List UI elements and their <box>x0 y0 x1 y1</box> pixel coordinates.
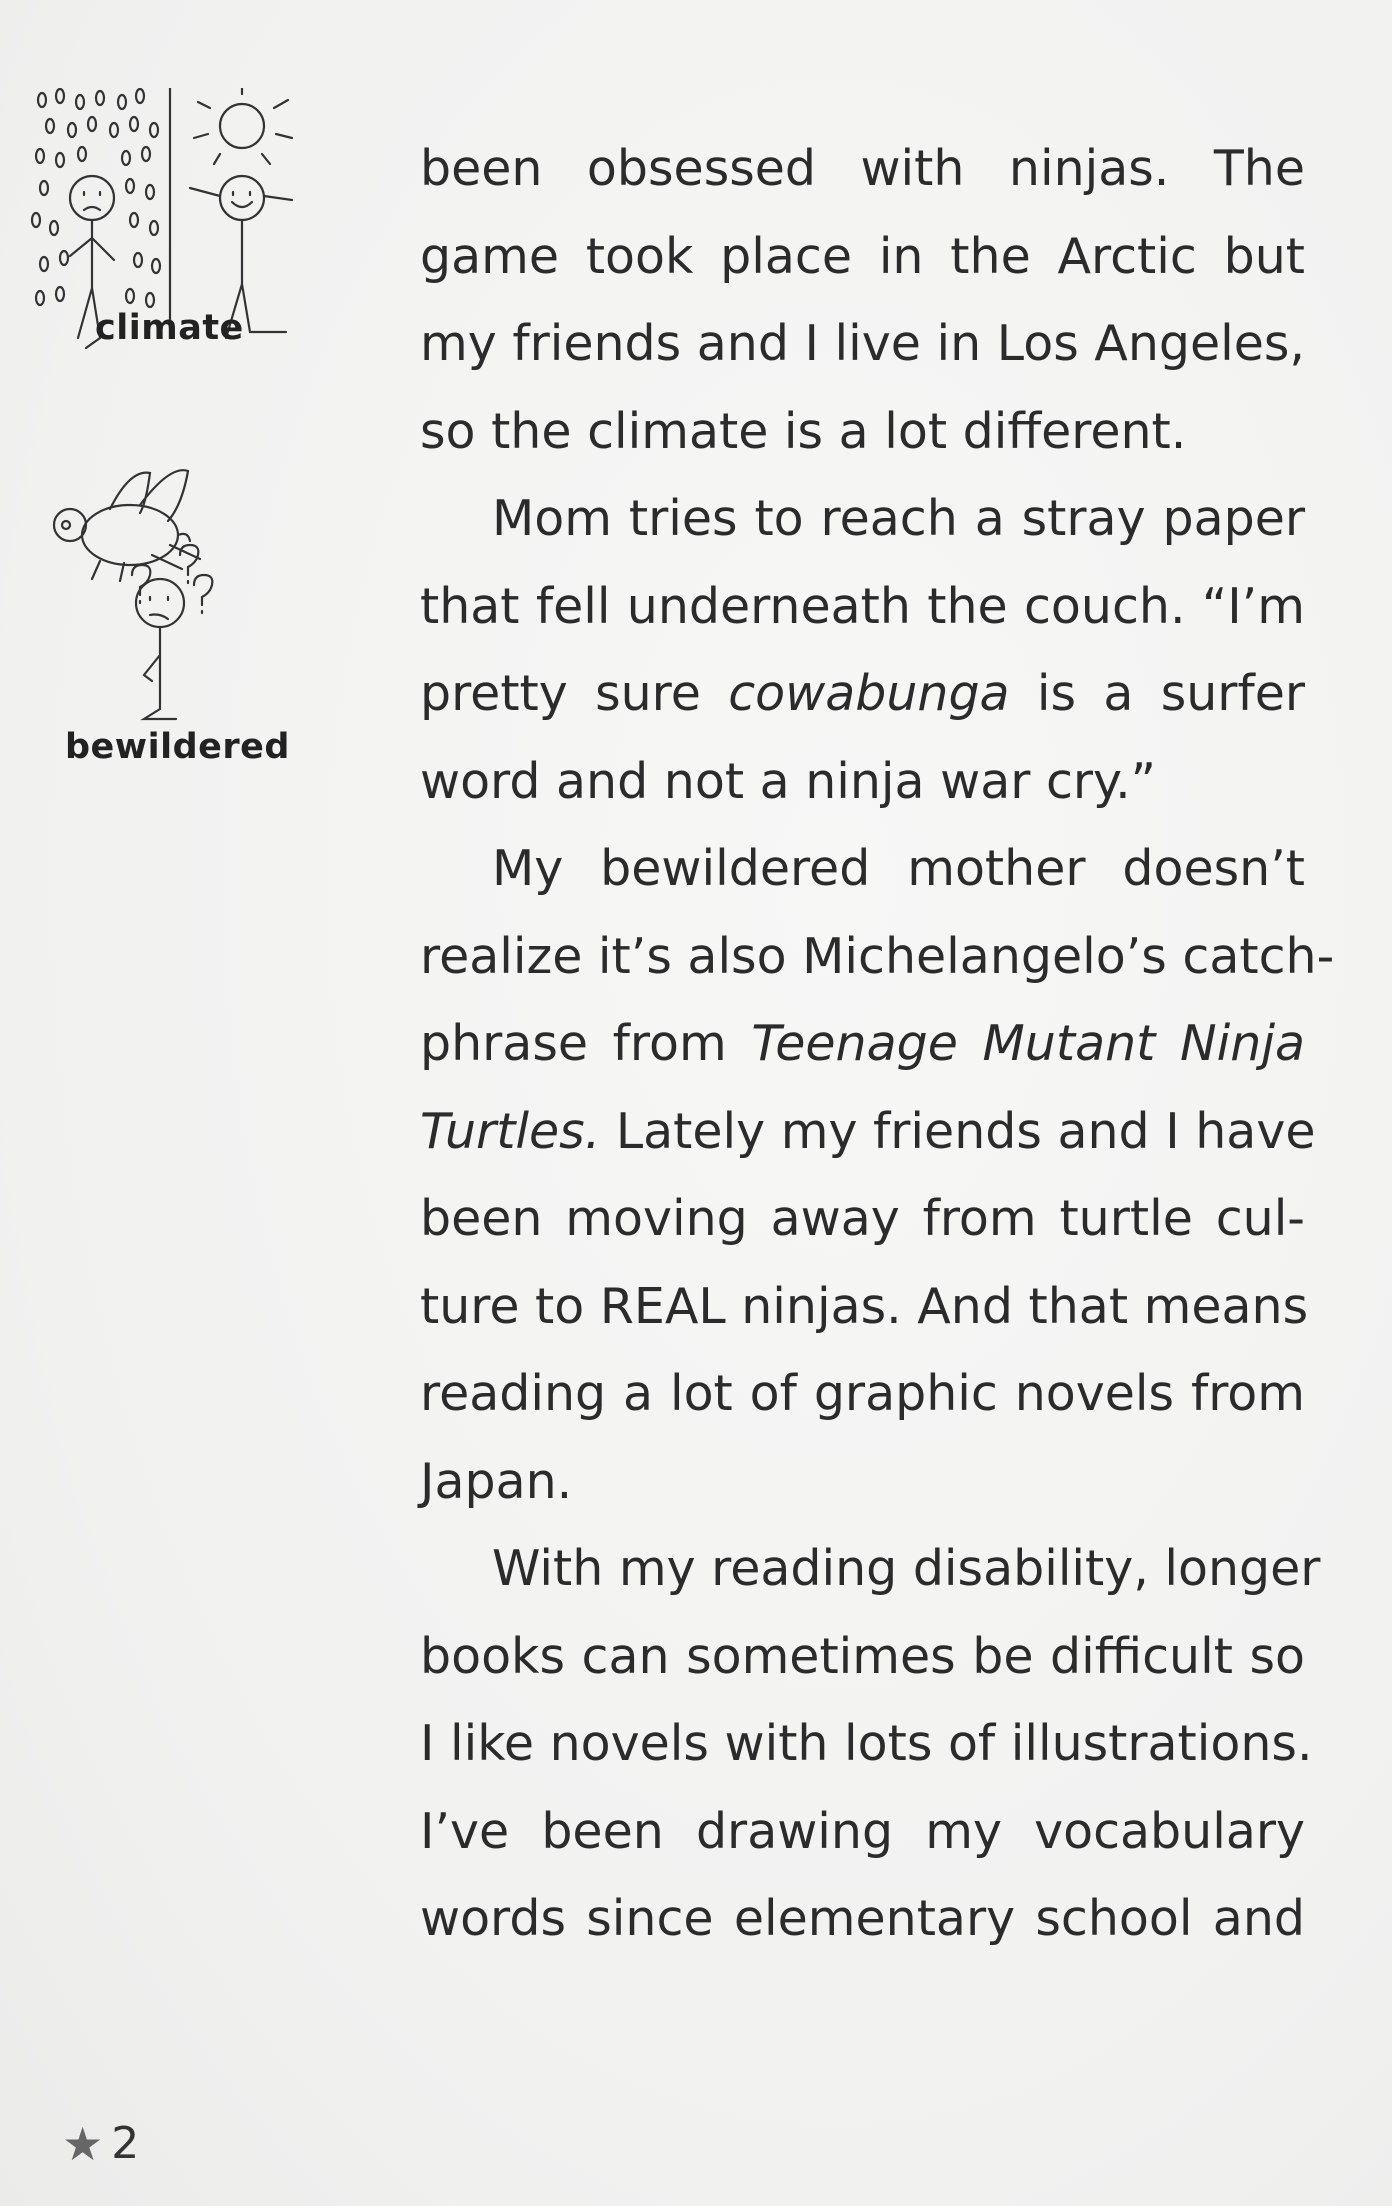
italic-text: Turtles. <box>420 1102 601 1160</box>
text-line: words since elementary school and <box>420 1890 1305 1947</box>
page-footer <box>62 2118 139 2169</box>
text-segment: phrase from <box>420 1015 752 1072</box>
text-line: realize it’s also Michelangelo’s catch- <box>420 927 1335 985</box>
text-line: game took place in the Arctic but <box>420 227 1305 285</box>
text-segment: Lately my friends and I have <box>600 1102 1316 1160</box>
climate-illustration-icon <box>30 88 370 428</box>
text-line: ture to REAL ninjas. And that means <box>420 1277 1309 1335</box>
text-line: I like novels with lots of illustrations. <box>420 1715 1313 1772</box>
illustration-caption-bewildered: bewildered <box>65 727 290 767</box>
star-icon: ★ <box>62 2116 104 2171</box>
illustration-caption-climate: climate <box>95 308 244 348</box>
text-line: been obsessed with ninjas. The <box>420 140 1305 197</box>
page-number: 2 <box>111 2118 140 2169</box>
text-line: my friends and I live in Los Angeles, <box>420 315 1305 372</box>
text-line <box>420 1088 1316 1176</box>
bewildered-illustration-icon <box>40 465 360 735</box>
text-line: Japan. <box>420 1452 573 1510</box>
text-line: that fell underneath the couch. “I’m <box>420 577 1305 635</box>
rain-drops <box>32 89 160 307</box>
text-line: books can sometimes be difficult so <box>420 1627 1305 1685</box>
text-line: word and not a ninja war cry.” <box>420 752 1157 810</box>
text-line <box>420 650 1305 738</box>
body-text <box>420 125 1335 1963</box>
text-line: reading a lot of graphic novels from <box>420 1365 1305 1422</box>
text-line <box>420 1000 1305 1088</box>
text-line: been moving away from turtle cul- <box>420 1190 1305 1247</box>
italic-text: cowabunga <box>728 665 1010 722</box>
text-line: so the climate is a lot different. <box>420 402 1187 460</box>
text-line: With my reading disability, longer <box>492 1540 1321 1597</box>
text-segment: is a surfer <box>1009 665 1305 722</box>
text-line: I’ve been drawing my vocabulary <box>420 1802 1305 1860</box>
text-line: Mom tries to reach a stray paper <box>492 490 1305 547</box>
text-line: My bewildered mother doesn’t <box>492 840 1305 897</box>
italic-text: Teenage Mutant Ninja <box>751 1015 1305 1072</box>
text-segment: pretty sure <box>420 665 729 722</box>
